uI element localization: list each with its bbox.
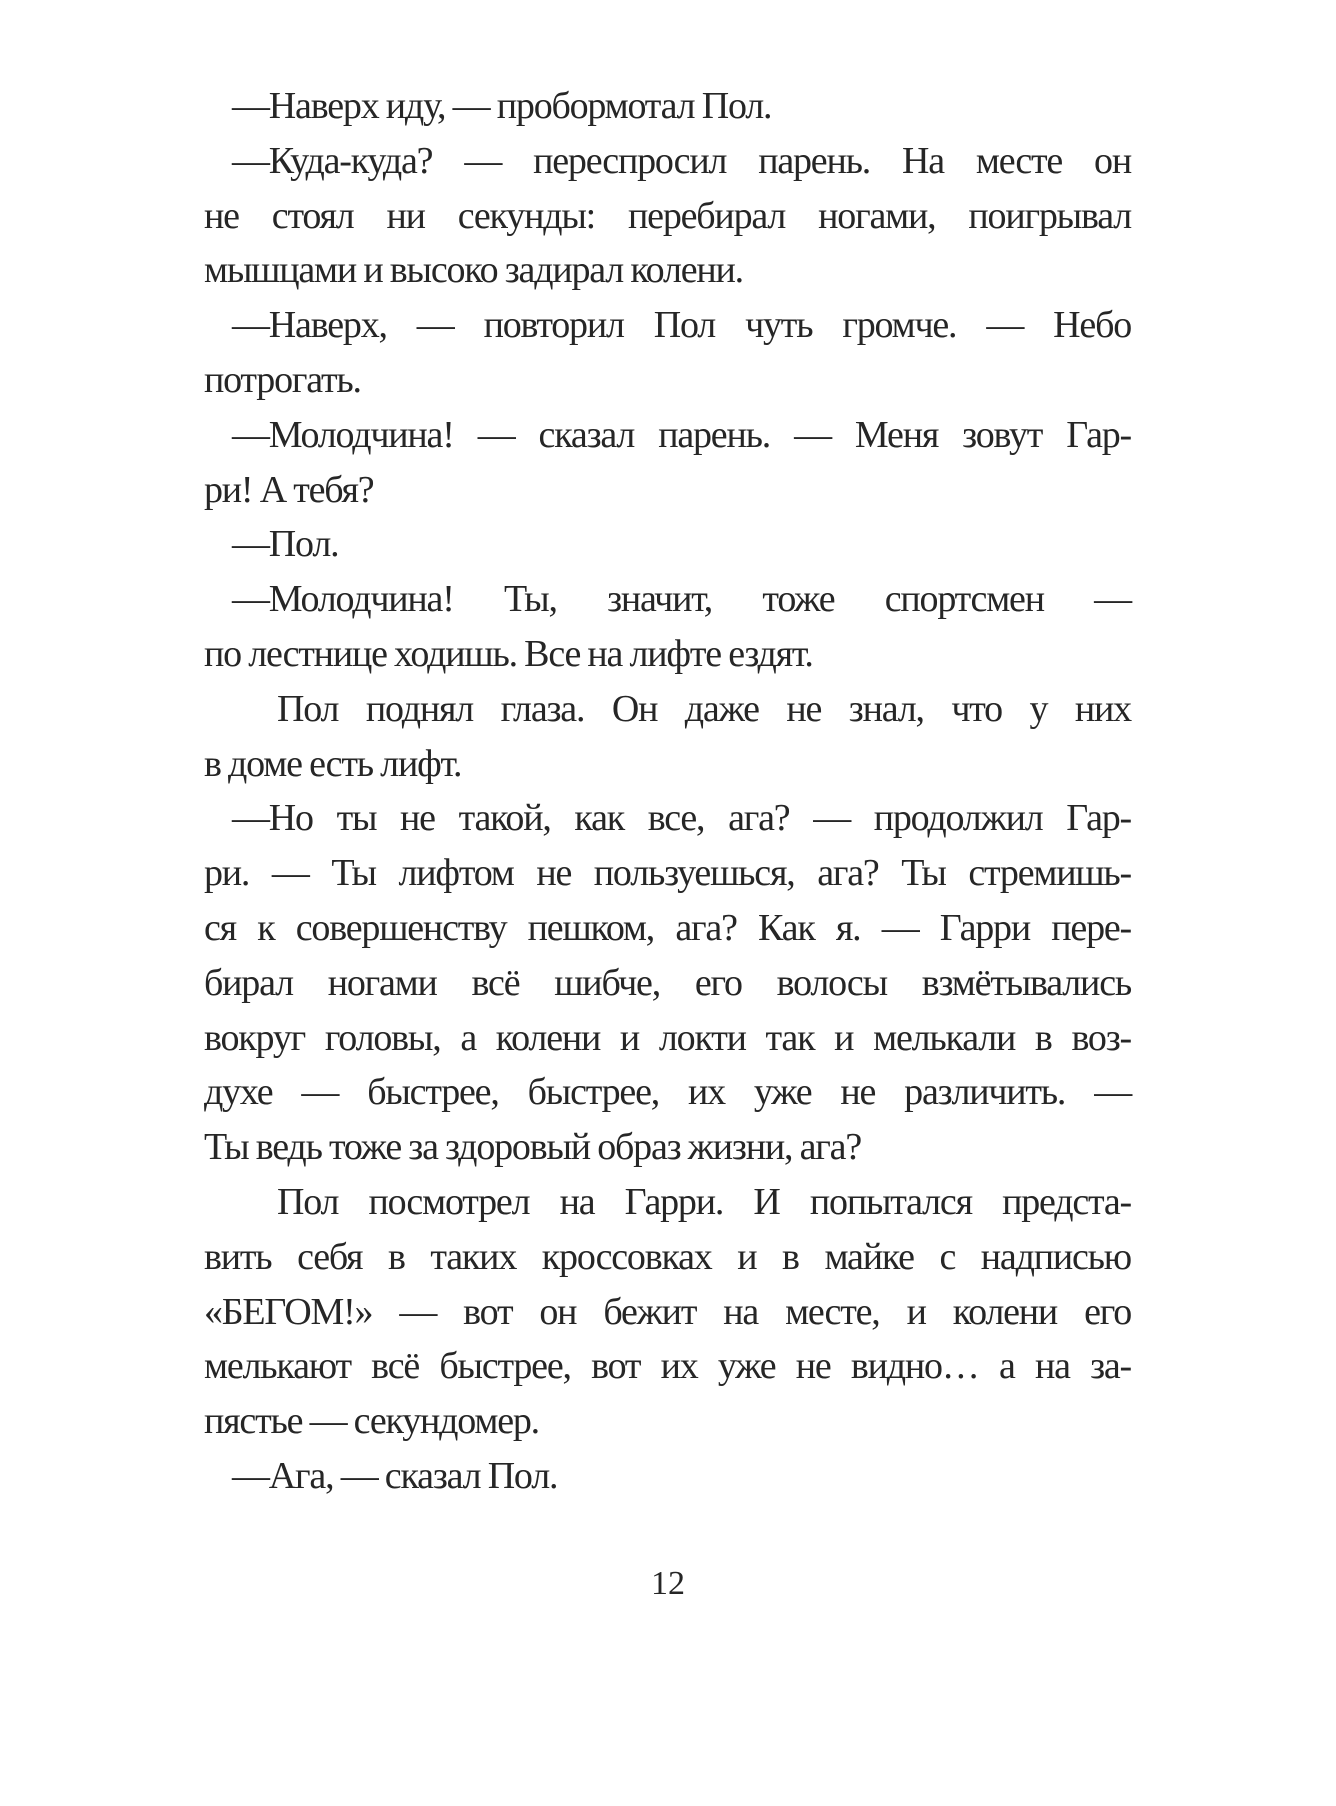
text-line bbox=[204, 572, 1131, 627]
text-line bbox=[204, 1449, 1131, 1504]
text-line bbox=[204, 79, 1131, 134]
text-line-content: —Пол. bbox=[232, 523, 339, 566]
text-line bbox=[204, 791, 1131, 846]
text-line bbox=[204, 1285, 1131, 1340]
text-line bbox=[204, 682, 1131, 737]
text-line bbox=[204, 737, 1131, 792]
text-line-content: ри! А тебя? bbox=[204, 468, 374, 511]
text-line-content: Пол поднял глаза. Он даже не знал, что у них bbox=[277, 687, 1131, 730]
text-line bbox=[204, 408, 1131, 463]
text-line bbox=[204, 353, 1131, 408]
text-line bbox=[204, 1120, 1131, 1175]
text-line bbox=[204, 517, 1131, 572]
text-line-content: —Наверх иду, — пробормотал Пол. bbox=[232, 85, 772, 127]
text-line-content: мелькают всё быстрее, вот их уже не видно… а на за- bbox=[204, 1345, 1131, 1388]
text-line-content: Пол посмотрел на Гарри. И попытался предста- bbox=[277, 1180, 1131, 1223]
text-line-content: потрогать. bbox=[204, 358, 361, 401]
text-line-content: духе — быстрее, быстрее, их уже не различить. — bbox=[204, 1071, 1131, 1114]
text-line-content: —Куда-куда? — переспросил парень. На месте он bbox=[232, 139, 1131, 182]
text-line-content: не стоял ни секунды: перебирал ногами, поигрывал bbox=[204, 194, 1131, 237]
text-line bbox=[204, 1230, 1131, 1285]
text-line-content: вокруг головы, а колени и локти так и мелькали в воз- bbox=[204, 1016, 1131, 1059]
text-line bbox=[204, 189, 1131, 244]
text-line-content: —Но ты не такой, как все, ага? — продолжил Гар- bbox=[232, 797, 1131, 840]
text-line bbox=[204, 243, 1131, 298]
text-line-content: бирал ногами всё шибче, его волосы взмётывались bbox=[204, 961, 1131, 1004]
text-line-content: —Молодчина! — сказал парень. — Меня зовут Гар- bbox=[232, 413, 1131, 456]
text-line bbox=[204, 901, 1131, 956]
text-line bbox=[204, 463, 1131, 518]
text-line bbox=[204, 956, 1131, 1011]
text-line-content: ри. — Ты лифтом не пользуешься, ага? Ты стремишь- bbox=[204, 852, 1131, 895]
text-line bbox=[204, 1065, 1131, 1120]
text-line-content: мышцами и высоко задирал колени. bbox=[204, 249, 743, 292]
page-number: 12 bbox=[651, 1565, 685, 1602]
body-text bbox=[204, 79, 1131, 1504]
text-line-content: Ты ведь тоже за здоровый образ жизни, ага? bbox=[204, 1126, 861, 1169]
text-line-content: «БЕГОМ!» — вот он бежит на месте, и колени его bbox=[204, 1290, 1131, 1333]
text-line bbox=[204, 1011, 1131, 1066]
text-line bbox=[204, 846, 1131, 901]
text-line-content: вить себя в таких кроссовках и в майке с надписью bbox=[204, 1235, 1131, 1278]
text-line-content: —Молодчина! Ты, значит, тоже спортсмен — bbox=[232, 578, 1131, 621]
text-line-content: —Наверх, — повторил Пол чуть громче. — Небо bbox=[232, 304, 1131, 347]
text-line bbox=[204, 134, 1131, 189]
text-line-content: —Ага, — сказал Пол. bbox=[232, 1454, 558, 1497]
text-line-content: пястье — секундомер. bbox=[204, 1400, 539, 1443]
text-line-content: ся к совершенству пешком, ага? Как я. — Гарри пере- bbox=[204, 906, 1131, 949]
text-line bbox=[204, 1339, 1131, 1394]
text-line bbox=[204, 627, 1131, 682]
text-line bbox=[204, 298, 1131, 353]
text-line bbox=[204, 1394, 1131, 1449]
text-line-content: в доме есть лифт. bbox=[204, 742, 462, 785]
text-line-content: по лестнице ходишь. Все на лифте ездят. bbox=[204, 632, 813, 675]
text-line bbox=[204, 1175, 1131, 1230]
